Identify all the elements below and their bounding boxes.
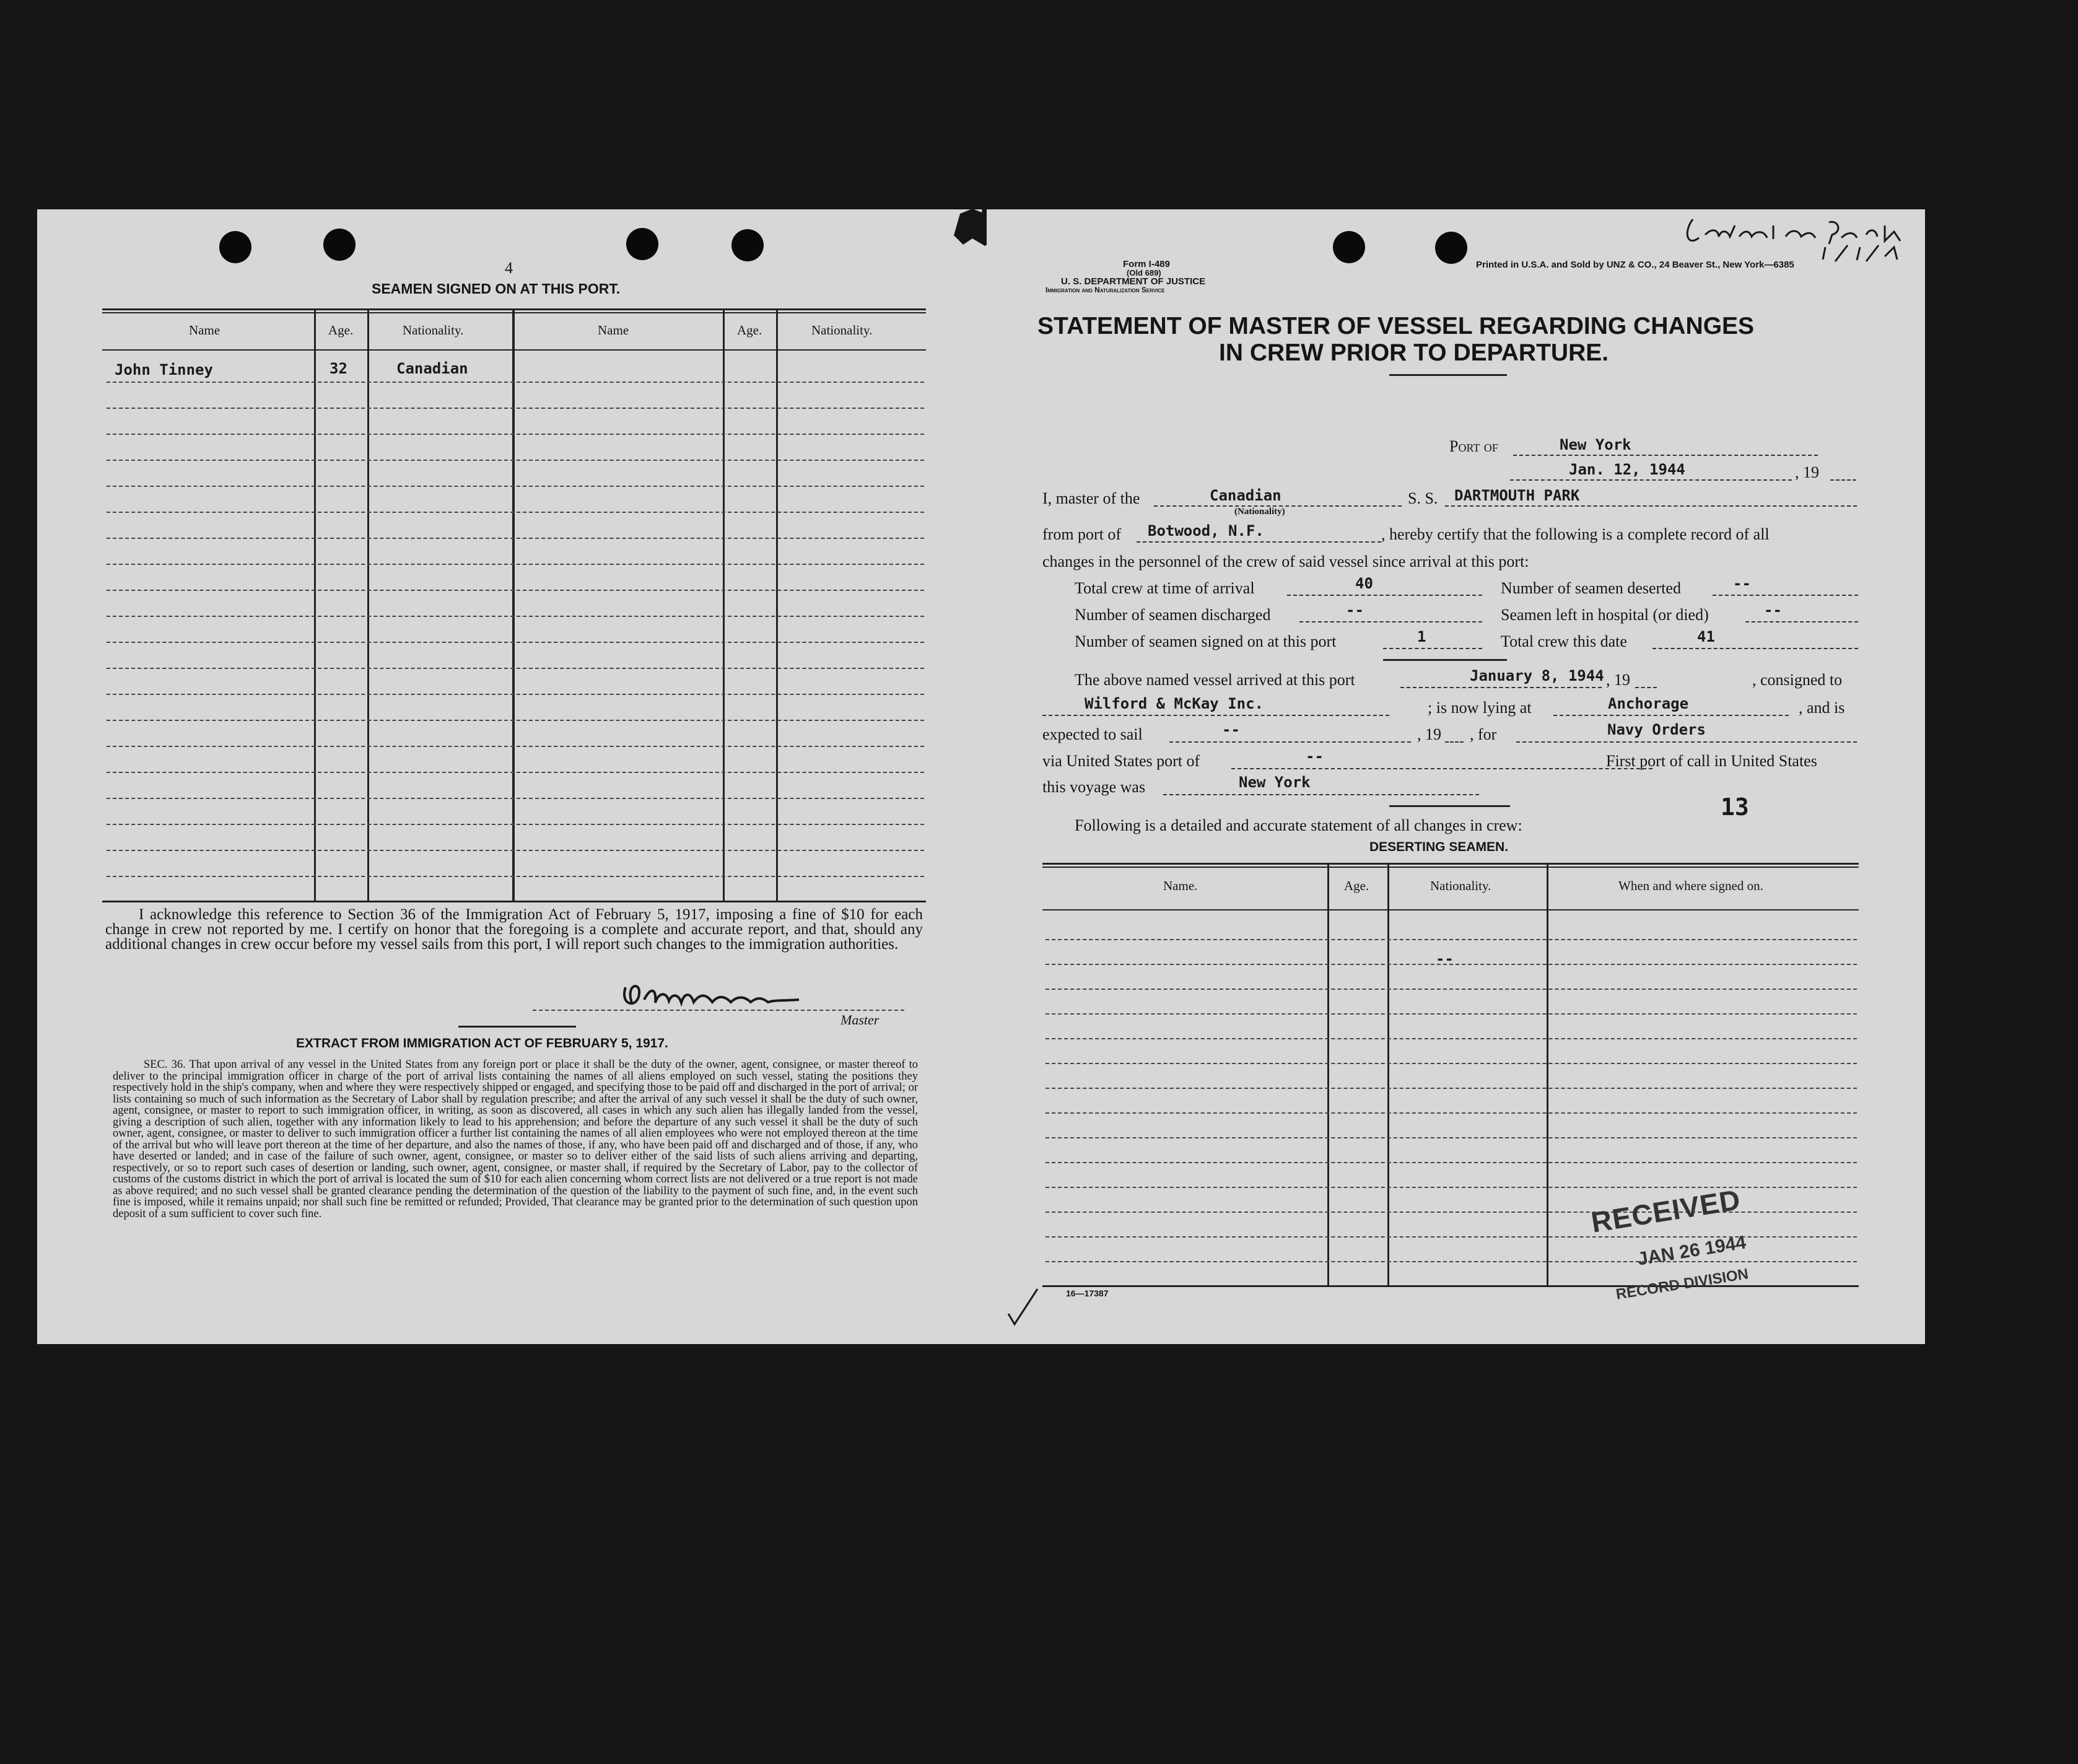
via-value: -- [1306,748,1324,765]
master-of-label: I, master of the [1042,489,1140,507]
voyage-label: this voyage was [1042,778,1146,796]
signed-on-value: 1 [1417,628,1426,645]
table-row [107,382,924,383]
arrived-label: The above named vessel arrived at this port [1075,671,1355,689]
lying-line [1553,715,1789,716]
deserted-label: Number of seamen deserted [1501,579,1681,597]
master-label: Master [840,1012,880,1028]
received-stamp-division: RECORD DIVISION [1615,1265,1750,1303]
handwritten-note [1680,213,1916,269]
year-line [1830,479,1856,481]
date-line [1510,479,1792,481]
port-of-label: Port of [1449,437,1498,455]
discharged-value: -- [1346,601,1364,619]
divider [458,1026,576,1028]
column-divider [1387,865,1389,1286]
expected-year-label: , 19 [1417,725,1441,743]
extract-text: SEC. 36. That upon arrival of any vessel in the United States from any foreign port or place it shall be the duty of the owner, agent, consignee, or master thereof to deliver to the principal immigration officer in charge of the port of arrival lists containing the names of all aliens employed on such vessel, stating the positions they respectively hold in the ship's company, when and where they were respectively shipped or engaged, and specifying those to be paid off and discharged in the port of arrival; or lists containing so much of such information as the Secretary of Labor shall by regulation prescribe; and after the arrival of any such vessel it shall be the duty of such owner, agent, consignee, or master to report to such immigration officer, in writing, as soon as discovered, all cases in which any such alien has illegally landed from the vessel, giving a description of such alien, together with any information likely to lead to his apprehension; and before the departure of any such vessel it shall be the duty of such owner, agent, consignee, or master to deliver to such immigration officer a further list containing the names of all alien employees who were not employed thereon at the time of the arrival but who will leave port thereon at the time of her departure, and also the names of those, if any, who have been paid off and discharged and of those, if any, who have deserted or landed; and in case of the failure of such owner, agent, consignee, or master so to deliver either of the said lists of such aliens arriving and departing, respectively, or so to report such cases of desertion or landing, such owner, agent, consignee, or master shall, if required by the Secretary of Labor, pay to the collector of customs of the customs district in which the port of arrival is located the sum of $10 for each alien concerning whom correct lists are not delivered or a true report is not made as above required; and no such vessel shall be granted clearance pending the determination of the question of the liability to the payment of such fine, and, in the event such fine is imposed, while it remains unpaid; nor shall such fine be remitted or refunded; Provided, That clearance may be granted prior to the determination of such question upon deposit of a sum sufficient to cover such fine. [113,1059,918,1220]
column-divider [512,310,515,902]
first-port-label: First port of call in United States [1606,752,1817,770]
desert-col-name: Name. [1163,878,1198,893]
printer-note: Printed in U.S.A. and Sold by UNZ & CO., 24 Beaver St., New York—6385 [1476,260,1794,270]
form-title-line-2: IN CREW PRIOR TO DEPARTURE. [1219,339,1609,366]
table-row [107,642,924,643]
total-crew-arrival-label: Total crew at time of arrival [1075,579,1255,597]
for-label: , for [1470,725,1497,743]
total-crew-arrival-line [1287,595,1482,596]
from-port-label: from port of [1042,525,1122,543]
port-of-line [1513,455,1818,456]
table-row [107,564,924,565]
service-name: Immigration and Naturalization Service [1046,286,1165,294]
table-row [1046,989,1857,990]
signed-on-line [1383,648,1482,649]
col-header-nationality: Nationality. [403,323,464,338]
for-value: Navy Orders [1607,721,1706,738]
title-underline [1389,374,1507,376]
via-label: via United States port of [1042,752,1200,770]
table-row [107,538,924,539]
col-header-age-2: Age. [737,323,762,338]
signed-on-label: Number of seamen signed on at this port [1075,632,1337,650]
voyage-value: New York [1239,774,1311,791]
table-row [107,460,924,461]
voyage-rule [1389,805,1510,807]
table-row [107,668,924,669]
vessel-line [1445,505,1857,507]
column-divider [367,310,369,902]
master-signature [613,975,836,1018]
seaman-name: John Tinney [115,361,213,378]
seaman-age: 32 [330,360,347,377]
arrived-line [1400,687,1602,688]
punch-hole [323,229,356,261]
page-number: 4 [505,259,513,277]
form-title-line-1: STATEMENT OF MASTER OF VESSEL REGARDING CHANGES [1037,313,1755,339]
table-row [1046,1013,1857,1015]
punch-hole [626,228,658,260]
check-mark-icon [1005,1286,1042,1329]
expected-line [1169,741,1411,743]
port-of-value: New York [1560,436,1631,453]
table-row [107,408,924,409]
table-row [107,824,924,825]
changes-text: changes in the personnel of the crew of said vessel since arrival at this port: [1042,552,1529,570]
table-row [107,434,924,435]
arrived-year-label: , 19 [1606,671,1630,689]
expected-label: expected to sail [1042,725,1143,743]
section-title: SEAMEN SIGNED ON AT THIS PORT. [372,281,621,297]
total-crew-date-line [1652,648,1858,649]
seaman-nationality: Canadian [396,360,468,377]
for-line [1516,741,1857,743]
right-page [987,209,1925,1344]
column-divider [314,310,316,902]
consigned-label: , consigned to [1752,671,1843,689]
certify-text: , hereby certify that the following is a complete record of all [1381,525,1770,543]
signature-line [533,1010,904,1011]
deserted-line [1713,595,1858,596]
column-divider [776,310,778,902]
from-port-value: Botwood, N.F. [1148,522,1264,539]
column-divider [1547,865,1548,1286]
col-header-name: Name [189,323,220,338]
following-text: Following is a detailed and accurate statement of all changes in crew: [1075,816,1522,834]
date-value: Jan. 12, 1944 [1569,461,1685,478]
table-row [107,798,924,799]
punch-hole [731,229,764,261]
nationality-caption: (Nationality) [1234,507,1285,517]
form-old: (Old 689) [1127,268,1161,277]
punch-hole [219,231,251,263]
extract-title: EXTRACT FROM IMMIGRATION ACT OF FEBRUARY 5, 1917. [296,1036,668,1050]
arrived-value: January 8, 1944 [1470,667,1604,684]
deserting-title: DESERTING SEAMEN. [1369,840,1509,854]
desert-col-when-where: When and where signed on. [1618,878,1763,893]
arrived-year-line [1635,687,1657,688]
form-number: Form I-489 [1123,259,1170,269]
expected-year-line [1445,741,1464,743]
table-row [1046,1063,1857,1064]
nationality-value: Canadian [1210,487,1281,504]
consignee-line [1042,715,1389,716]
table-row [1046,1088,1857,1089]
column-divider [1327,865,1329,1286]
lying-value: Anchorage [1608,695,1689,712]
ss-label: S. S. [1408,489,1438,507]
lying-label: ; is now lying at [1428,699,1532,717]
column-divider [723,310,725,902]
and-is-label: , and is [1799,699,1845,717]
discharged-line [1299,621,1482,622]
table-row [107,876,924,877]
deserting-top-rule [1042,867,1859,868]
punch-hole [1435,232,1467,264]
received-stamp-date: JAN 26 1944 [1636,1232,1748,1270]
department-name: U. S. DEPARTMENT OF JUSTICE [1061,276,1206,287]
table-row [107,616,924,617]
total-crew-date-value: 41 [1697,628,1715,645]
deserting-header-rule [1042,909,1859,910]
col-header-nationality-2: Nationality. [811,323,873,338]
hospital-line [1745,621,1858,622]
table-row [1046,1038,1857,1039]
table-row [1046,939,1857,940]
table-row [107,590,924,591]
total-crew-arrival-value: 40 [1355,575,1373,592]
table-row [107,772,924,773]
consignee-value: Wilford & McKay Inc. [1085,695,1264,712]
discharged-label: Number of seamen discharged [1075,606,1271,624]
hospital-label: Seamen left in hospital (or died) [1501,606,1709,624]
vessel-name: DARTMOUTH PARK [1454,487,1580,504]
deserting-bottom-rule [1042,1285,1859,1287]
table-row [1046,1261,1857,1262]
table-row [107,850,924,851]
desert-col-nationality: Nationality. [1430,878,1491,893]
total-crew-date-label: Total crew this date [1501,632,1627,650]
received-stamp: RECEIVED [1589,1183,1743,1239]
table-row [107,746,924,747]
table-row [107,694,924,695]
col-header-age: Age. [328,323,354,338]
table-row [107,486,924,487]
table-row [1046,1137,1857,1138]
voyage-line [1163,794,1479,795]
table-row [1046,1162,1857,1163]
footer-code: 16—17387 [1066,1288,1109,1298]
expected-value: -- [1222,721,1240,738]
desert-col-age: Age. [1344,878,1369,893]
table-row [1046,1112,1857,1114]
table-row [107,512,924,513]
totals-rule [1383,659,1507,661]
hospital-value: -- [1764,601,1782,619]
punch-hole [1333,231,1365,263]
via-line [1231,768,1652,769]
table-row [107,720,924,721]
deserted-value: -- [1733,575,1751,592]
page-mark: 13 [1721,793,1749,821]
acknowledgement-text: I acknowledge this reference to Section 36 of the Immigration Act of February 5, 1917, imposing a fine of $10 for each change in crew not reported by me. I certify on honor that the foregoing is a complete and accurate report, and that, should any additional changes in crew occur before my vessel sails from this port, I will report such changes to the immigration authorities. [105,906,923,953]
left-page [37,209,987,1344]
year-label: , 19 [1795,463,1819,481]
from-port-line [1137,541,1381,543]
col-header-name-2: Name [598,323,629,338]
deserting-entry: -- [1436,950,1454,967]
deserting-top-rule [1042,863,1859,865]
